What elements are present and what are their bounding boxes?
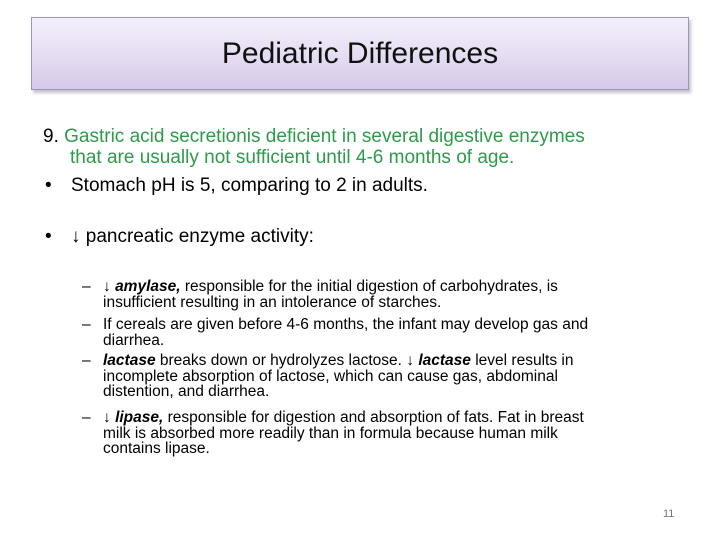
stomach-text: Stomach pH is 5, comparing to 2 in adults. [71, 175, 428, 196]
subitem-amylase [103, 279, 683, 310]
point-9-number: 9. [43, 126, 65, 147]
pancreatic-text: ↓ pancreatic enzyme activity: [71, 226, 314, 247]
bullet-icon: • [45, 226, 52, 247]
lipase-line1: responsible for digestion and absorption of fats. Fat in breast [163, 409, 584, 426]
lactase-line2: incomplete absorption of lactose, which can cause gas, abdominal [103, 367, 558, 385]
point-9-text: Gastric acid secretionis deficient in several digestive enzymes [64, 126, 585, 147]
lipase-line2: milk is absorbed more readily than in formula because human milk [103, 424, 558, 442]
lactase-term: lactase [103, 352, 156, 369]
point-9-line2: that are usually not sufficient until 4-6 months of age. [70, 147, 515, 168]
dash-icon: – [82, 278, 91, 295]
bullet-icon: • [45, 175, 52, 196]
cereals-line1: If cereals are given before 4-6 months, the infant may develop gas and [103, 316, 589, 333]
slide-title: Pediatric Differences [221, 36, 499, 70]
down-arrow: ↓ [103, 278, 116, 295]
subitem-cereals [103, 317, 683, 348]
lipase-line3: contains lipase. [103, 440, 210, 457]
lactase-term-2: lactase [418, 352, 471, 369]
dash-icon: – [82, 409, 91, 426]
cereals-line2: diarrhea. [103, 331, 165, 349]
amylase-line1: responsible for the initial digestion of carbohydrates, is [180, 278, 558, 295]
dash-icon: – [82, 316, 91, 333]
lactase-mid: breaks down or hydrolyzes lactose. ↓ [155, 352, 419, 369]
dash-icon: – [82, 352, 91, 369]
subitem-lipase [103, 410, 683, 457]
amylase-term: amylase, [115, 278, 181, 295]
lactase-line3: distention, and diarrhea. [103, 383, 270, 400]
subitem-lactase [103, 353, 683, 400]
lactase-line1: level results in [470, 352, 574, 369]
down-arrow: ↓ [103, 409, 116, 426]
lipase-term: lipase, [115, 409, 164, 426]
point-9-line1 [43, 126, 585, 148]
amylase-line2: insufficient resulting in an intolerance of starches. [103, 293, 442, 311]
page-number: 11 [663, 508, 675, 520]
